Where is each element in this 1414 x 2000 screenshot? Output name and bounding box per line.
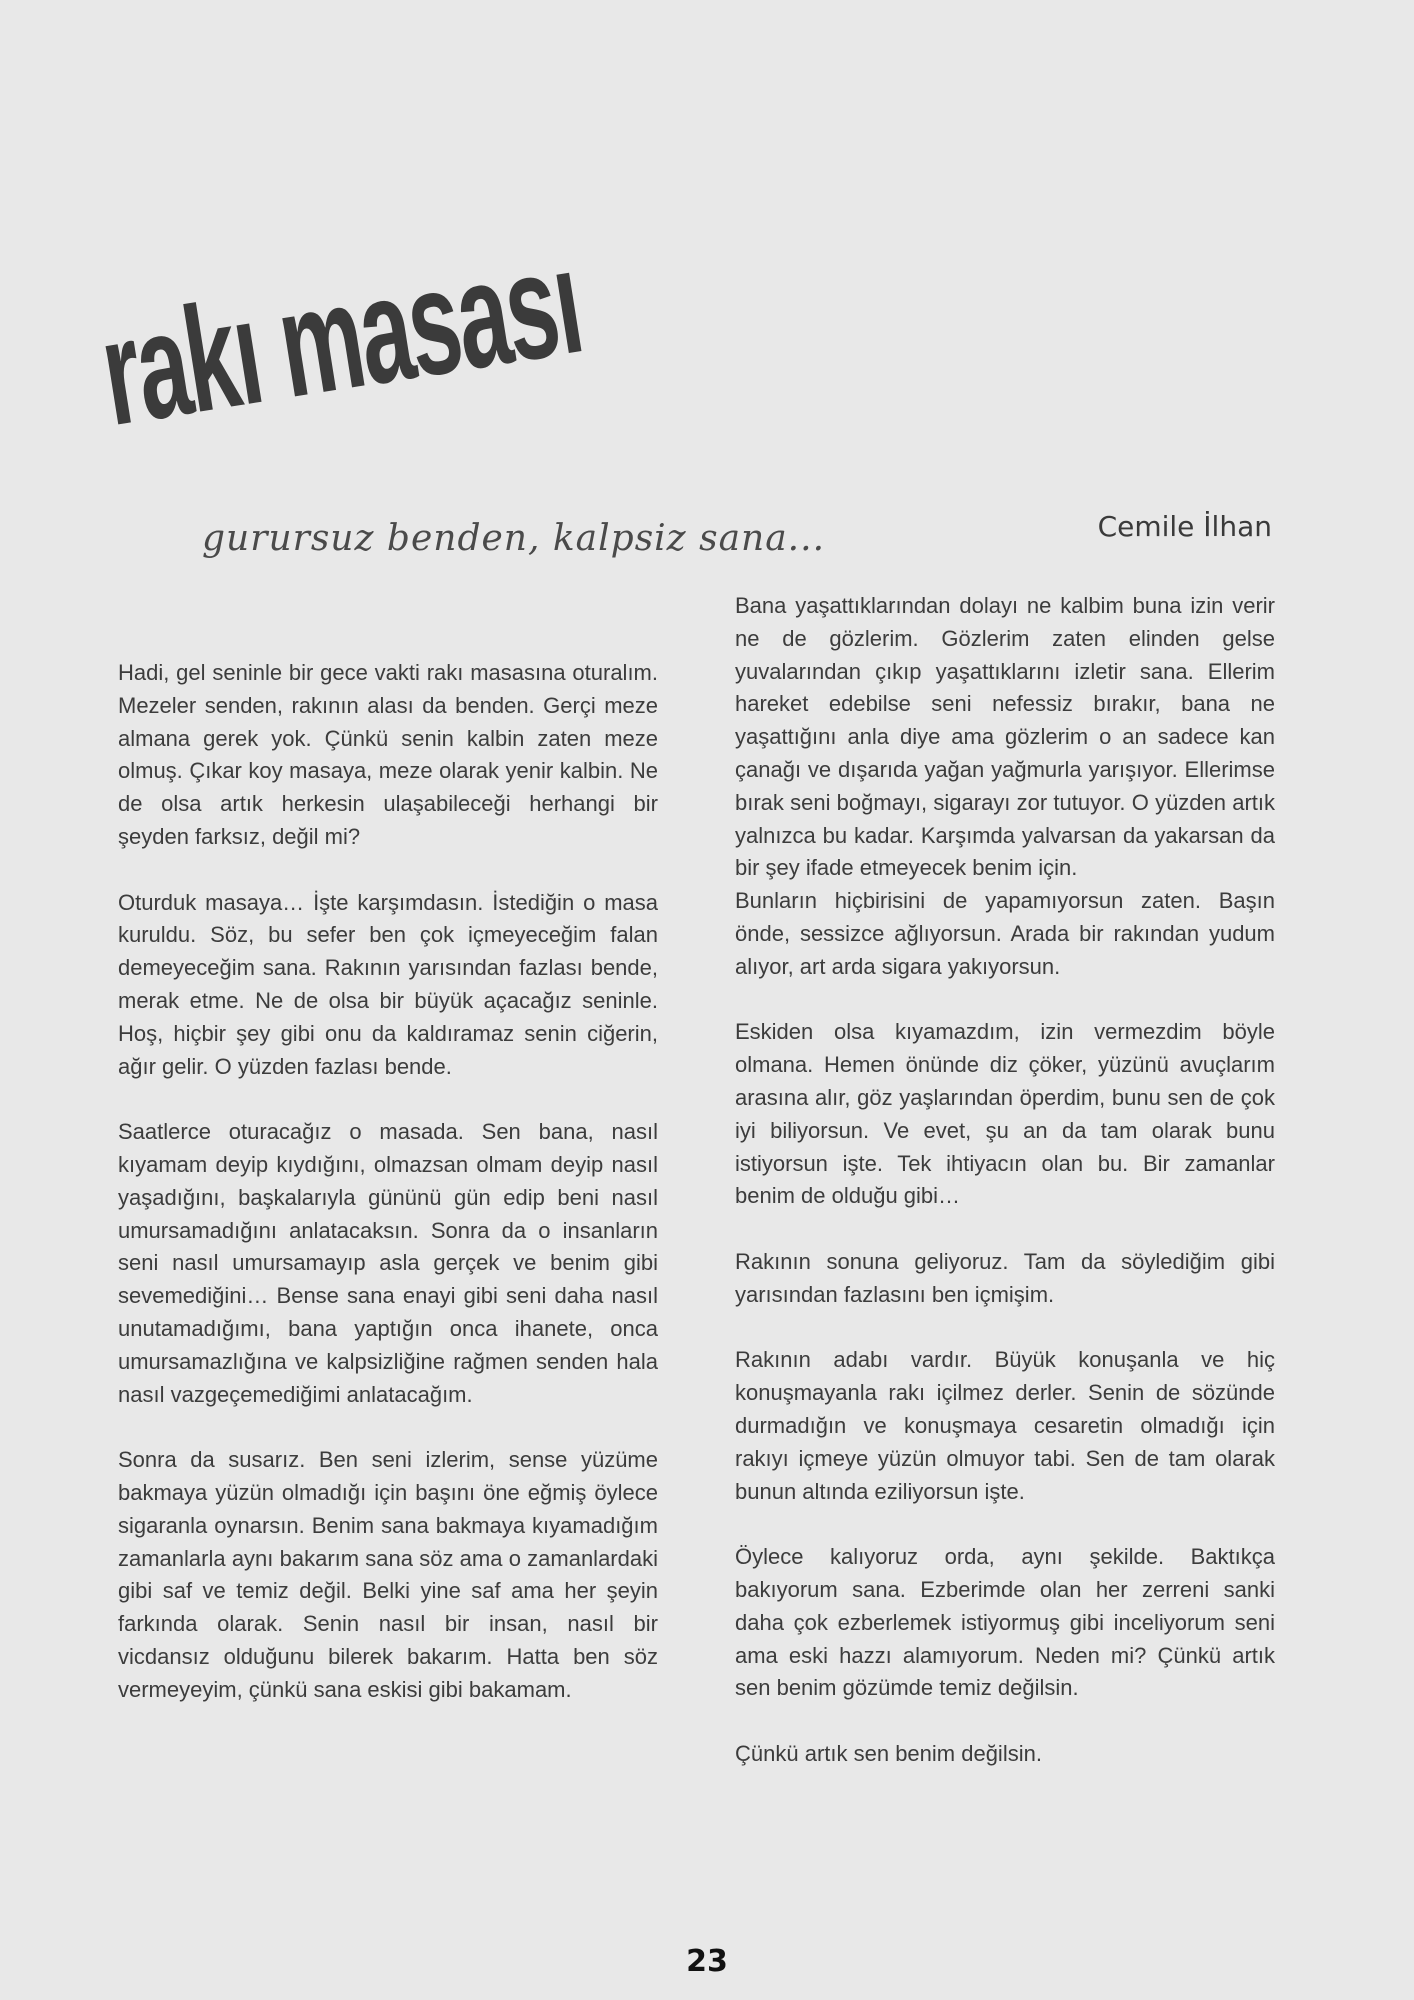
article-subtitle: gurursuz benden, kalpsiz sana...	[202, 518, 826, 559]
article-title: rakı masası	[90, 216, 591, 458]
author-name: Cemile İlhan	[1097, 510, 1272, 543]
page-number: 23	[686, 1944, 728, 1979]
paragraph: Rakının sonuna geliyoruz. Tam da söylediğim gibi yarısından fazlasını ben içmişim.	[735, 1248, 1275, 1307]
right-column	[735, 590, 1275, 1803]
paragraph: Rakının adabı vardır. Büyük konuşanla ve hiç konuşmayanla rakı içilmez derler. Senin de sözünde durmadığın ve konuşmaya cesaretin olmadığı için rakıyı içmeye yüzün olmuyor tabi. Sen de tam olarak bunun altında eziliyorsun işte.	[735, 1347, 1275, 1504]
paragraph: Öylece kalıyoruz orda, aynı şekilde. Baktıkça bakıyorum sana. Ezberimde olan her zerreni sanki daha çok ezberlemek istiyormuş gibi inceliyorum seni ama eski hazzı alamıyorum. Neden mi? Çünkü artık sen benim gözümde temiz değilsin.	[735, 1544, 1275, 1701]
paragraph: Oturduk masaya… İşte karşımdasın. İstediğin o masa kuruldu. Söz, bu sefer ben çok içmeyeceğim falan demeyeceğim sana. Rakının yarısından fazlası bende, merak etme. Ne de olsa bir büyük açacağız seninle. Hoş, hiçbir şey gibi onu da kaldıramaz senin ciğerin, ağır gelir. O yüzden fazlası bende.	[118, 889, 658, 1079]
paragraph: Sonra da susarız. Ben seni izlerim, sense yüzüme bakmaya yüzün olmadığı için başını öne eğmiş öylece sigaranla oynarsın. Benim sana bakmaya kıyamadığım zamanlarla aynı bakarım sana söz ama o zamanlardaki gibi saf ve temiz değil. Belki yine saf ama her şeyin farkında olarak. Senin nasıl bir insan, nasıl bir vicdansız olduğunu bilerek bakarım. Hatta ben söz vermeyeyim, çünkü sana eskisi gibi bakamam.	[118, 1447, 658, 1702]
paragraph: Bunların hiçbirisini de yapamıyorsun zaten. Başın önde, sessizce ağlıyorsun. Arada bir rakından yudum alıyor, art arda sigara yakıyorsun.	[735, 888, 1275, 979]
paragraph: Bana yaşattıklarından dolayı ne kalbim buna izin verir ne de gözlerim. Gözlerim zaten elinden gelse yuvalarından çıkıp yaşattıklarını izletir sana. Ellerim hareket edebilse seni nefessiz bırakır, bana ne yaşattığını anla diye ama gözlerim o an sadece kan çanağı ve dışarıda yağan yağmurla yarışıyor. Ellerimse bırak seni boğmayı, sigarayı zor tutuyor. O yüzden artık yalnızca bu kadar. Karşımda yalvarsan da yakarsan da bir şey ifade etmeyecek benim için.	[735, 593, 1275, 881]
title-block	[90, 179, 879, 458]
paragraph: Saatlerce oturacağız o masada. Sen bana, nasıl kıyamam deyip kıydığını, olmazsan olmam deyip nasıl yaşadığını, başkalarıyla gününü gün edip beni nasıl umursamadığını anlatacaksın. Sonra da o insanların seni nasıl umursamayıp asla gerçek ve benim gibi sevemediğini… Bense sana enayi gibi seni daha nasıl unutamadığımı, bana yaptığın onca ihanete, onca umursamazlığına ve kalpsizliğine rağmen senden hala nasıl vazgeçemediğimi anlatacağım.	[118, 1119, 658, 1407]
paragraph: Eskiden olsa kıyamazdım, izin vermezdim böyle olmana. Hemen önünde diz çöker, yüzünü avuçlarım arasına alır, göz yaşlarından öperdim, bunu sen de çok iyi biliyorsun. Ve evet, şu an da tam olarak bunu istiyorsun işte. Tek ihtiyacın olan bu. Bir zamanlar benim de olduğu gibi…	[735, 1019, 1275, 1209]
paragraph: Hadi, gel seninle bir gece vakti rakı masasına oturalım. Mezeler senden, rakının alası da benden. Gerçi meze almana gerek yok. Çünkü senin kalbin zaten meze olmuş. Çıkar koy masaya, meze olarak yenir kalbin. Ne de olsa artık herkesin ulaşabileceği herhangi bir şeyden farksız, değil mi?	[118, 660, 658, 849]
left-column	[118, 657, 658, 1739]
paragraph: Çünkü artık sen benim değilsin.	[735, 1740, 1042, 1766]
